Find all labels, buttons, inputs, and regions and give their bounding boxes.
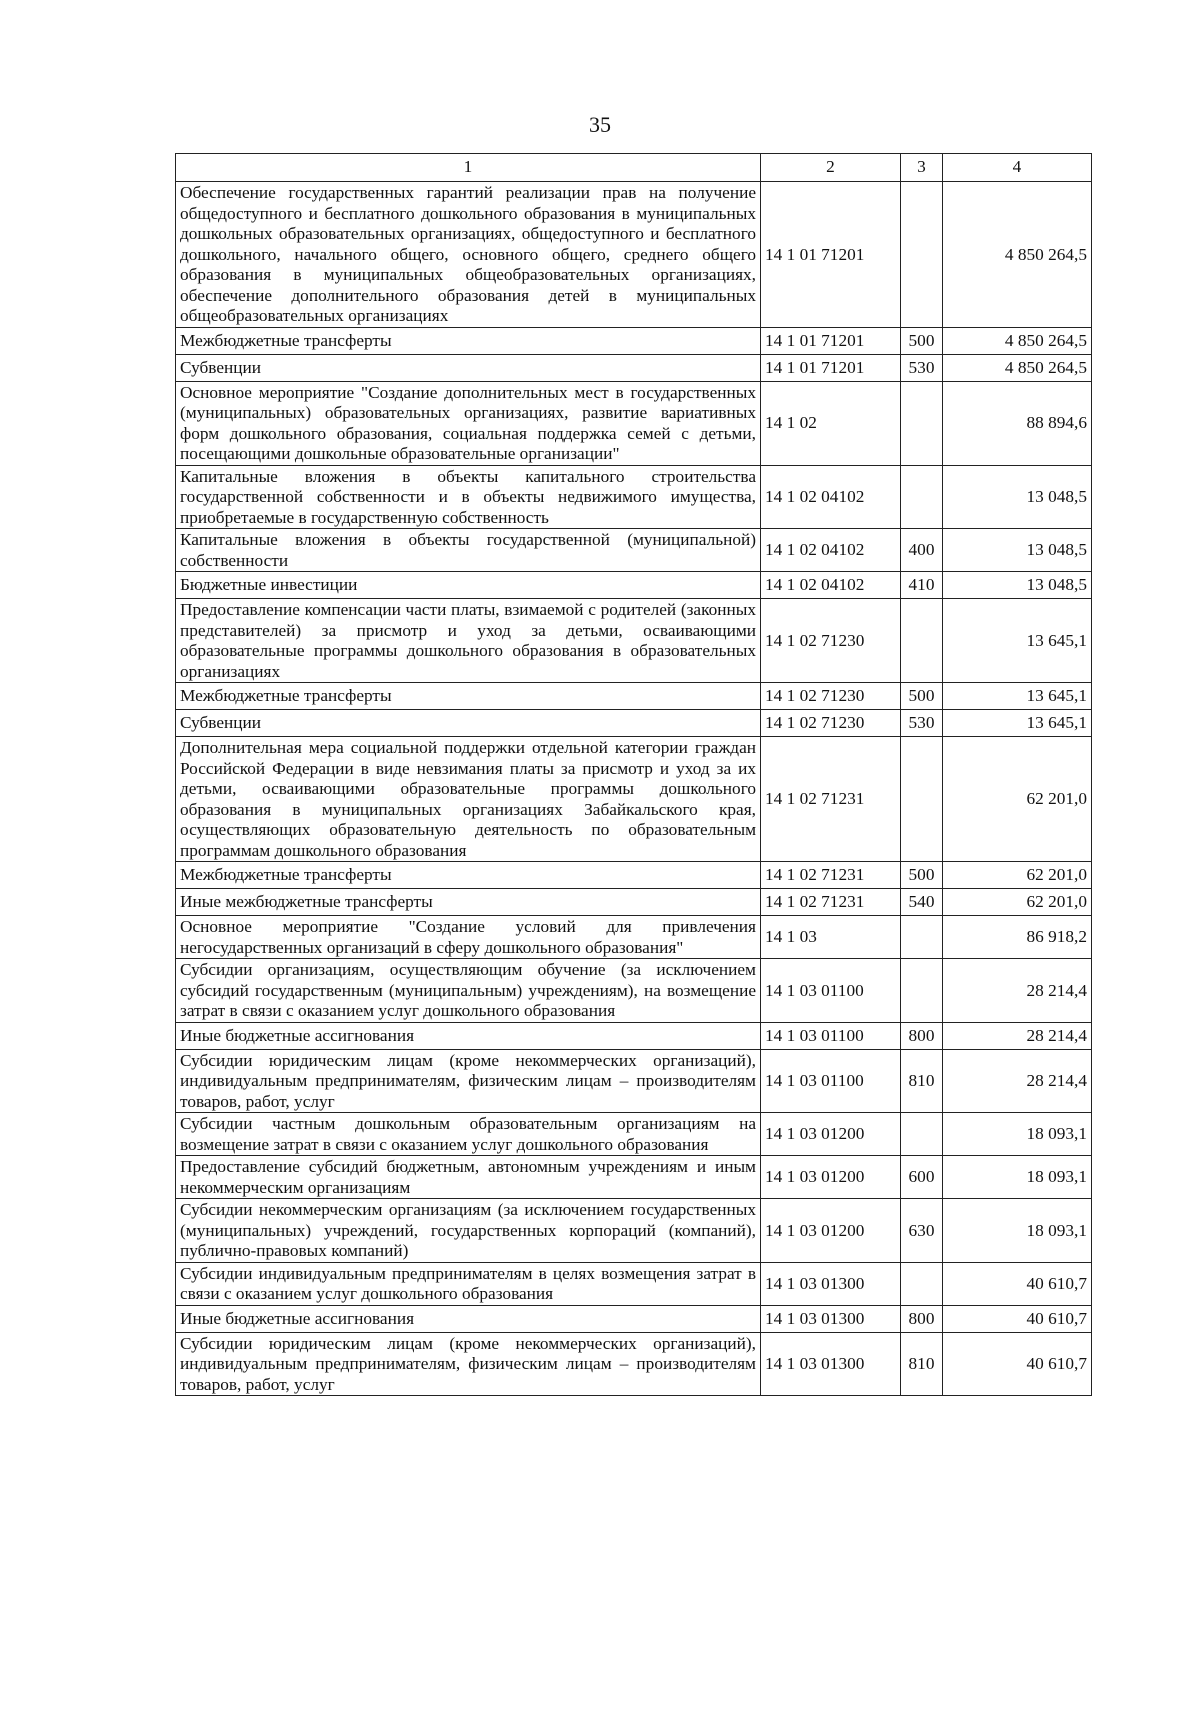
code-cell: 14 1 03 01100 bbox=[761, 1022, 901, 1049]
table-body bbox=[176, 182, 1092, 1396]
type-cell bbox=[901, 465, 943, 529]
code-cell: 14 1 01 71201 bbox=[761, 354, 901, 381]
type-cell: 530 bbox=[901, 354, 943, 381]
table-row bbox=[176, 599, 1092, 683]
code-cell: 14 1 02 71231 bbox=[761, 889, 901, 916]
table-row bbox=[176, 381, 1092, 465]
name-cell: Предоставление компенсации части платы, взимаемой с родителей (законных представителей) за присмотр и уход за детьми, осваивающими образовательные программы дошкольного образования в образовательных организациях bbox=[176, 599, 761, 683]
code-cell: 14 1 03 01200 bbox=[761, 1199, 901, 1263]
code-cell: 14 1 03 01300 bbox=[761, 1262, 901, 1305]
name-cell: Основное мероприятие "Создание условий для привлечения негосударственных организаций в сферу дошкольного образования" bbox=[176, 916, 761, 959]
amount-cell: 40 610,7 bbox=[943, 1305, 1092, 1332]
table-row bbox=[176, 862, 1092, 889]
table-row bbox=[176, 572, 1092, 599]
amount-cell: 62 201,0 bbox=[943, 737, 1092, 862]
name-cell: Субсидии индивидуальным предпринимателям в целях возмещения затрат в связи с оказанием услуг дошкольного образования bbox=[176, 1262, 761, 1305]
code-cell: 14 1 02 71230 bbox=[761, 599, 901, 683]
table-row bbox=[176, 916, 1092, 959]
name-cell: Бюджетные инвестиции bbox=[176, 572, 761, 599]
code-cell: 14 1 01 71201 bbox=[761, 182, 901, 328]
amount-cell: 13 048,5 bbox=[943, 529, 1092, 572]
type-cell bbox=[901, 737, 943, 862]
code-cell: 14 1 03 01300 bbox=[761, 1332, 901, 1396]
table-row bbox=[176, 529, 1092, 572]
code-cell: 14 1 02 04102 bbox=[761, 465, 901, 529]
type-cell bbox=[901, 182, 943, 328]
name-cell: Субсидии некоммерческим организациям (за исключением государственных (муниципальных) учреждений, государственных корпораций (компаний), публично-правовых компаний) bbox=[176, 1199, 761, 1263]
name-cell: Обеспечение государственных гарантий реализации прав на получение общедоступного и бесплатного дошкольного образования в муниципальных дошкольных образовательных организациях, общедоступного и бесплатного дошкольного, начального общего, основного общего, среднего общего образования в муниципальных общеобразовательных организациях, обеспечение дополнительного образования детей в муниципальных общеобразовательных организациях bbox=[176, 182, 761, 328]
table-row bbox=[176, 1199, 1092, 1263]
table-row bbox=[176, 683, 1092, 710]
code-cell: 14 1 03 01200 bbox=[761, 1156, 901, 1199]
table-row bbox=[176, 889, 1092, 916]
code-cell: 14 1 02 71231 bbox=[761, 862, 901, 889]
header-col-2: 2 bbox=[761, 154, 901, 182]
amount-cell: 28 214,4 bbox=[943, 1022, 1092, 1049]
code-cell: 14 1 02 bbox=[761, 381, 901, 465]
header-col-1: 1 bbox=[176, 154, 761, 182]
amount-cell: 86 918,2 bbox=[943, 916, 1092, 959]
type-cell bbox=[901, 916, 943, 959]
amount-cell: 40 610,7 bbox=[943, 1262, 1092, 1305]
name-cell: Иные межбюджетные трансферты bbox=[176, 889, 761, 916]
name-cell: Субсидии организациям, осуществляющим обучение (за исключением субсидий государственным (муниципальным) учреждениям), на возмещение затрат в связи с оказанием услуг дошкольного образования bbox=[176, 959, 761, 1023]
name-cell: Субвенции bbox=[176, 354, 761, 381]
header-col-3: 3 bbox=[901, 154, 943, 182]
amount-cell: 28 214,4 bbox=[943, 1049, 1092, 1113]
name-cell: Основное мероприятие "Создание дополнительных мест в государственных (муниципальных) образовательных организациях, развитие вариативных форм дошкольного образования, социальная поддержка семей с детьми, посещающими дошкольные образовательные организации" bbox=[176, 381, 761, 465]
amount-cell: 13 048,5 bbox=[943, 572, 1092, 599]
header-col-4: 4 bbox=[943, 154, 1092, 182]
name-cell: Субсидии юридическим лицам (кроме некоммерческих организаций), индивидуальным предпринимателям, физическим лицам – производителям товаров, работ, услуг bbox=[176, 1332, 761, 1396]
amount-cell: 62 201,0 bbox=[943, 862, 1092, 889]
name-cell: Субсидии частным дошкольным образовательным организациям на возмещение затрат в связи с оказанием услуг дошкольного образования bbox=[176, 1113, 761, 1156]
table-row bbox=[176, 465, 1092, 529]
name-cell: Субвенции bbox=[176, 710, 761, 737]
name-cell: Предоставление субсидий бюджетным, автономным учреждениям и иным некоммерческим организациям bbox=[176, 1156, 761, 1199]
amount-cell: 4 850 264,5 bbox=[943, 354, 1092, 381]
name-cell: Капитальные вложения в объекты государственной (муниципальной) собственности bbox=[176, 529, 761, 572]
amount-cell: 4 850 264,5 bbox=[943, 182, 1092, 328]
type-cell: 410 bbox=[901, 572, 943, 599]
type-cell: 600 bbox=[901, 1156, 943, 1199]
table-row bbox=[176, 1113, 1092, 1156]
table-row bbox=[176, 959, 1092, 1023]
code-cell: 14 1 03 bbox=[761, 916, 901, 959]
code-cell: 14 1 02 71230 bbox=[761, 683, 901, 710]
code-cell: 14 1 03 01300 bbox=[761, 1305, 901, 1332]
code-cell: 14 1 02 71230 bbox=[761, 710, 901, 737]
name-cell: Иные бюджетные ассигнования bbox=[176, 1305, 761, 1332]
name-cell: Капитальные вложения в объекты капитального строительства государственной собственности и в объекты недвижимого имущества, приобретаемые в государственную собственность bbox=[176, 465, 761, 529]
type-cell: 630 bbox=[901, 1199, 943, 1263]
table-row bbox=[176, 1022, 1092, 1049]
amount-cell: 88 894,6 bbox=[943, 381, 1092, 465]
page-number: 35 bbox=[589, 112, 611, 137]
type-cell: 800 bbox=[901, 1022, 943, 1049]
table-row bbox=[176, 1305, 1092, 1332]
name-cell: Субсидии юридическим лицам (кроме некоммерческих организаций), индивидуальным предпринимателям, физическим лицам – производителям товаров, работ, услуг bbox=[176, 1049, 761, 1113]
type-cell: 800 bbox=[901, 1305, 943, 1332]
amount-cell: 13 645,1 bbox=[943, 599, 1092, 683]
amount-cell: 13 048,5 bbox=[943, 465, 1092, 529]
name-cell: Межбюджетные трансферты bbox=[176, 862, 761, 889]
amount-cell: 28 214,4 bbox=[943, 959, 1092, 1023]
type-cell bbox=[901, 1262, 943, 1305]
type-cell: 500 bbox=[901, 862, 943, 889]
type-cell bbox=[901, 1113, 943, 1156]
code-cell: 14 1 03 01100 bbox=[761, 1049, 901, 1113]
type-cell bbox=[901, 381, 943, 465]
amount-cell: 18 093,1 bbox=[943, 1199, 1092, 1263]
table-row bbox=[176, 182, 1092, 328]
type-cell bbox=[901, 959, 943, 1023]
type-cell: 500 bbox=[901, 683, 943, 710]
name-cell: Межбюджетные трансферты bbox=[176, 683, 761, 710]
amount-cell: 40 610,7 bbox=[943, 1332, 1092, 1396]
amount-cell: 13 645,1 bbox=[943, 683, 1092, 710]
amount-cell: 18 093,1 bbox=[943, 1113, 1092, 1156]
table-row bbox=[176, 710, 1092, 737]
type-cell: 530 bbox=[901, 710, 943, 737]
code-cell: 14 1 02 71231 bbox=[761, 737, 901, 862]
budget-table bbox=[175, 153, 1092, 1396]
code-cell: 14 1 03 01100 bbox=[761, 959, 901, 1023]
type-cell: 810 bbox=[901, 1049, 943, 1113]
code-cell: 14 1 02 04102 bbox=[761, 572, 901, 599]
table-row bbox=[176, 737, 1092, 862]
amount-cell: 4 850 264,5 bbox=[943, 327, 1092, 354]
code-cell: 14 1 02 04102 bbox=[761, 529, 901, 572]
amount-cell: 18 093,1 bbox=[943, 1156, 1092, 1199]
type-cell: 540 bbox=[901, 889, 943, 916]
code-cell: 14 1 03 01200 bbox=[761, 1113, 901, 1156]
name-cell: Дополнительная мера социальной поддержки отдельной категории граждан Российской Федерации в виде невзимания платы за присмотр и уход за их детьми, осваивающими образовательные программы дошкольного образования в муниципальных организациях Забайкальского края, осуществляющих образовательную деятельность по образовательным программам дошкольного образования bbox=[176, 737, 761, 862]
amount-cell: 62 201,0 bbox=[943, 889, 1092, 916]
name-cell: Межбюджетные трансферты bbox=[176, 327, 761, 354]
table-row bbox=[176, 1049, 1092, 1113]
type-cell: 810 bbox=[901, 1332, 943, 1396]
table-row bbox=[176, 327, 1092, 354]
amount-cell: 13 645,1 bbox=[943, 710, 1092, 737]
table-row bbox=[176, 1332, 1092, 1396]
table-row bbox=[176, 1262, 1092, 1305]
name-cell: Иные бюджетные ассигнования bbox=[176, 1022, 761, 1049]
type-cell bbox=[901, 599, 943, 683]
header-row bbox=[176, 154, 1092, 182]
table-row bbox=[176, 354, 1092, 381]
type-cell: 500 bbox=[901, 327, 943, 354]
table-row bbox=[176, 1156, 1092, 1199]
code-cell: 14 1 01 71201 bbox=[761, 327, 901, 354]
type-cell: 400 bbox=[901, 529, 943, 572]
